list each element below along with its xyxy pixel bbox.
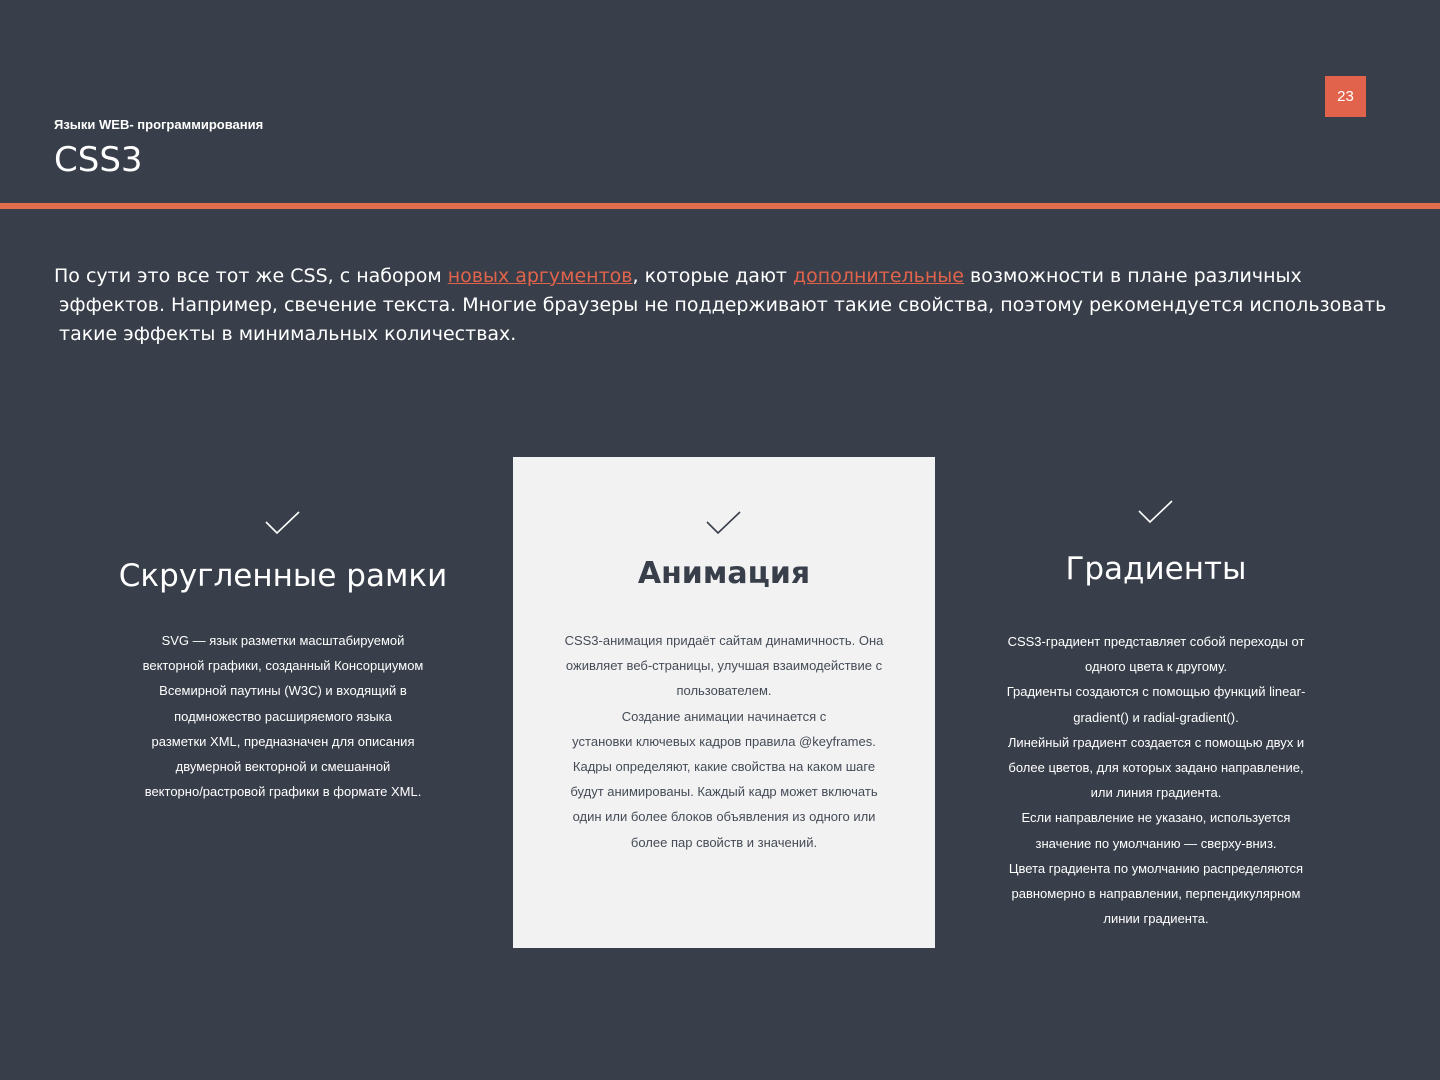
checkmark-icon	[1137, 497, 1175, 527]
intro-line-2: эффектов. Например, свечение текста. Многие браузеры не поддерживают такие свойства, поэтому рекомендуется использовать	[59, 294, 1387, 316]
intro-text: По сути это все тот же CSS, с набором	[54, 265, 448, 287]
accent-divider	[0, 203, 1440, 209]
intro-text: , которые дают	[632, 265, 794, 287]
feature-heading: Градиенты	[1065, 551, 1247, 587]
intro-paragraph	[54, 262, 1414, 349]
page-number-badge: 23	[1325, 76, 1366, 117]
feature-gradients	[980, 497, 1332, 931]
intro-text: возможности в плане различных	[963, 265, 1302, 287]
feature-description: CSS3-анимация придаёт сайтам динамичность. Она оживляет веб-страницы, улучшая взаимодействие с пользователем. Создание анимации начинается с установки ключевых кадров правила @keyframes. Кадры определяют, какие свойства на каком шаге будут анимированы. Каждый кадр может включать один или более блоков объявления из одного или более пар свойств и значений.	[564, 633, 884, 850]
link-new-arguments[interactable]: новых аргументов	[447, 265, 633, 287]
feature-rounded-borders	[110, 508, 456, 804]
link-additional[interactable]: дополнительные	[793, 265, 964, 287]
feature-description: SVG — язык разметки масштабируемой векторной графики, созданный Консорциумом Всемирной паутины (W3C) и входящий в подмножество расширяемого языка разметки XML, предназначен для описания двумерной векторной и смешанной векторно/растровой графики в формате XML.	[142, 633, 424, 800]
intro-line-1	[54, 262, 1414, 291]
feature-heading: Анимация	[637, 556, 811, 591]
checkmark-icon	[705, 508, 743, 538]
feature-description: CSS3-градиент представляет собой переходы от одного цвета к другому. Градиенты создаются с помощью функций linear- gradient() и radial-gradient(). Линейный градиент создается с помощью двух и более цветов, для которых задано направление, или линия градиента. Если направление не указано, используется значение по умолчанию — сверху-вниз. Цвета градиента по умолчанию распределяются равномерно в направлении, перпендикулярном линии градиента.	[1006, 634, 1306, 927]
slide-subtitle: Языки WEB- программирования	[54, 117, 264, 132]
feature-heading: Скругленные рамки	[118, 558, 448, 594]
feature-animation	[513, 508, 935, 855]
checkmark-icon	[264, 508, 302, 538]
intro-line-3: такие эффекты в минимальных количествах.	[59, 323, 517, 345]
slide-title: CSS3	[54, 140, 143, 180]
